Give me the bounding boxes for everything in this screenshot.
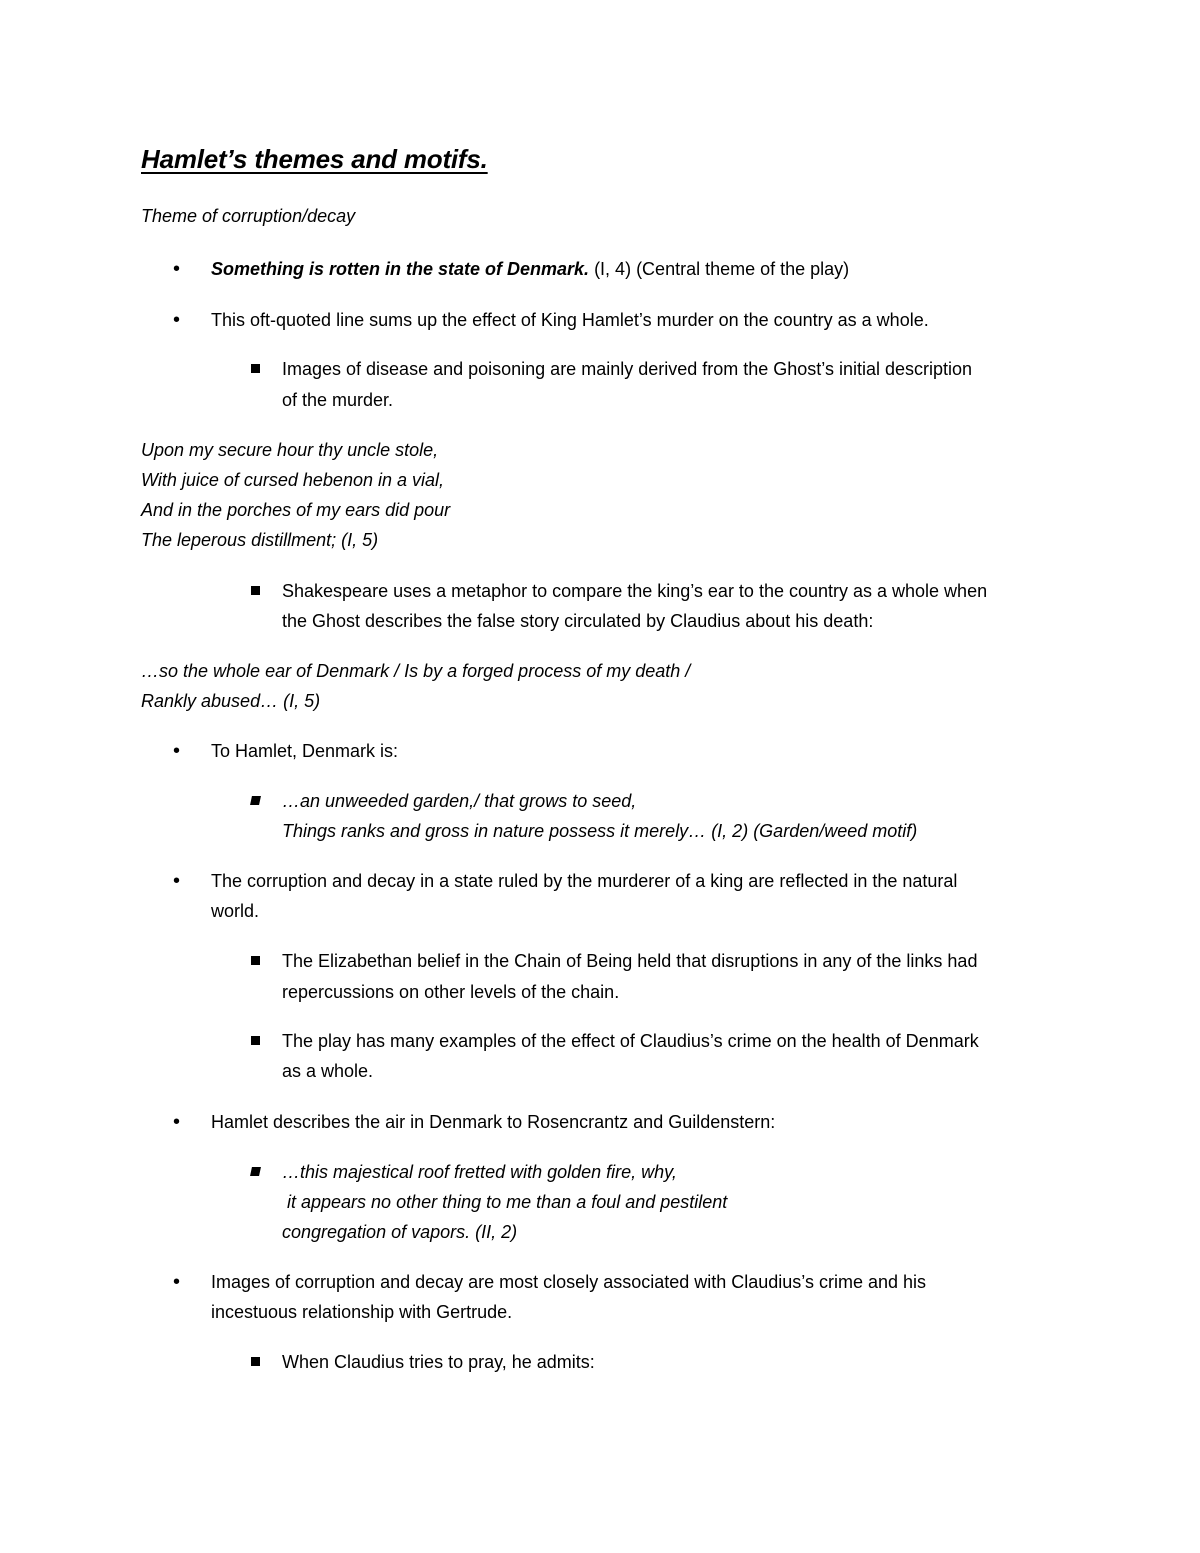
sub-list-item: …an unweeded garden,/ that grows to seed,: [282, 791, 637, 811]
bullet-icon: •: [173, 870, 181, 892]
list-item: The corruption and decay in a state ruled by the murderer of a king are reflected in the natural: [211, 871, 958, 891]
sub-list-item: …this majestical roof fretted with golden fire, why,: [282, 1162, 677, 1182]
list-item: To Hamlet, Denmark is:: [211, 741, 399, 761]
list-item: [211, 254, 849, 284]
quote-line: The leperous distillment; (I, 5): [141, 530, 379, 550]
quote-line: And in the porches of my ears did pour: [141, 500, 451, 520]
sub-list-item-continuation: it appears no other thing to me than a foul and pestilent: [282, 1192, 728, 1212]
list-item: This oft-quoted line sums up the effect of King Hamlet’s murder on the country as a whole.: [211, 310, 929, 330]
sub-list-item: The Elizabethan belief in the Chain of Being held that disruptions in any of the links had: [282, 951, 978, 971]
quote-text: Something is rotten in the state of Denmark.: [211, 259, 590, 279]
bullet-icon: •: [173, 309, 181, 331]
sub-list-item-continuation: as a whole.: [282, 1061, 374, 1081]
sub-list-item: Shakespeare uses a metaphor to compare the king’s ear to the country as a whole when: [282, 581, 988, 601]
list-item-continuation: world.: [211, 901, 260, 921]
square-bullet-icon: [249, 576, 261, 606]
list-item: Images of corruption and decay are most closely associated with Claudius’s crime and his: [211, 1272, 927, 1292]
square-bullet-icon: [249, 354, 261, 384]
sub-list-item-continuation: of the murder.: [282, 390, 394, 410]
quote-line: With juice of cursed hebenon in a vial,: [141, 470, 445, 490]
theme-subheading: Theme of corruption/decay: [141, 206, 356, 226]
sub-list-item-continuation: Things ranks and gross in nature possess it merely… (I, 2) (Garden/weed motif): [282, 821, 918, 841]
bullet-icon: •: [173, 258, 181, 280]
bullet-icon: •: [173, 740, 181, 762]
quote-line: Upon my secure hour thy uncle stole,: [141, 440, 439, 460]
list-item-continuation: incestuous relationship with Gertrude.: [211, 1302, 513, 1322]
square-bullet-icon: [249, 1026, 261, 1056]
sub-list-item: Images of disease and poisoning are mainly derived from the Ghost’s initial description: [282, 359, 973, 379]
bullet-icon: •: [173, 1271, 181, 1293]
page-title: Hamlet’s themes and motifs.: [141, 144, 488, 174]
sub-list-item: The play has many examples of the effect of Claudius’s crime on the health of Denmark: [282, 1031, 979, 1051]
quote-line: Rankly abused… (I, 5): [141, 691, 321, 711]
square-bullet-icon: [249, 1157, 261, 1187]
square-bullet-icon: [249, 1347, 261, 1377]
quote-line: …so the whole ear of Denmark / Is by a forged process of my death /: [141, 661, 691, 681]
bullet-icon: •: [173, 1111, 181, 1133]
sub-list-item-continuation: repercussions on other levels of the chain.: [282, 982, 620, 1002]
square-bullet-icon: [249, 786, 261, 816]
reference-text: (I, 4) (Central theme of the play): [589, 259, 850, 279]
sub-list-item-continuation: congregation of vapors. (II, 2): [282, 1222, 518, 1242]
sub-list-item-continuation: the Ghost describes the false story circulated by Claudius about his death:: [282, 611, 874, 631]
square-bullet-icon: [249, 946, 261, 976]
sub-list-item: When Claudius tries to pray, he admits:: [282, 1352, 595, 1372]
list-item: Hamlet describes the air in Denmark to Rosencrantz and Guildenstern:: [211, 1112, 776, 1132]
